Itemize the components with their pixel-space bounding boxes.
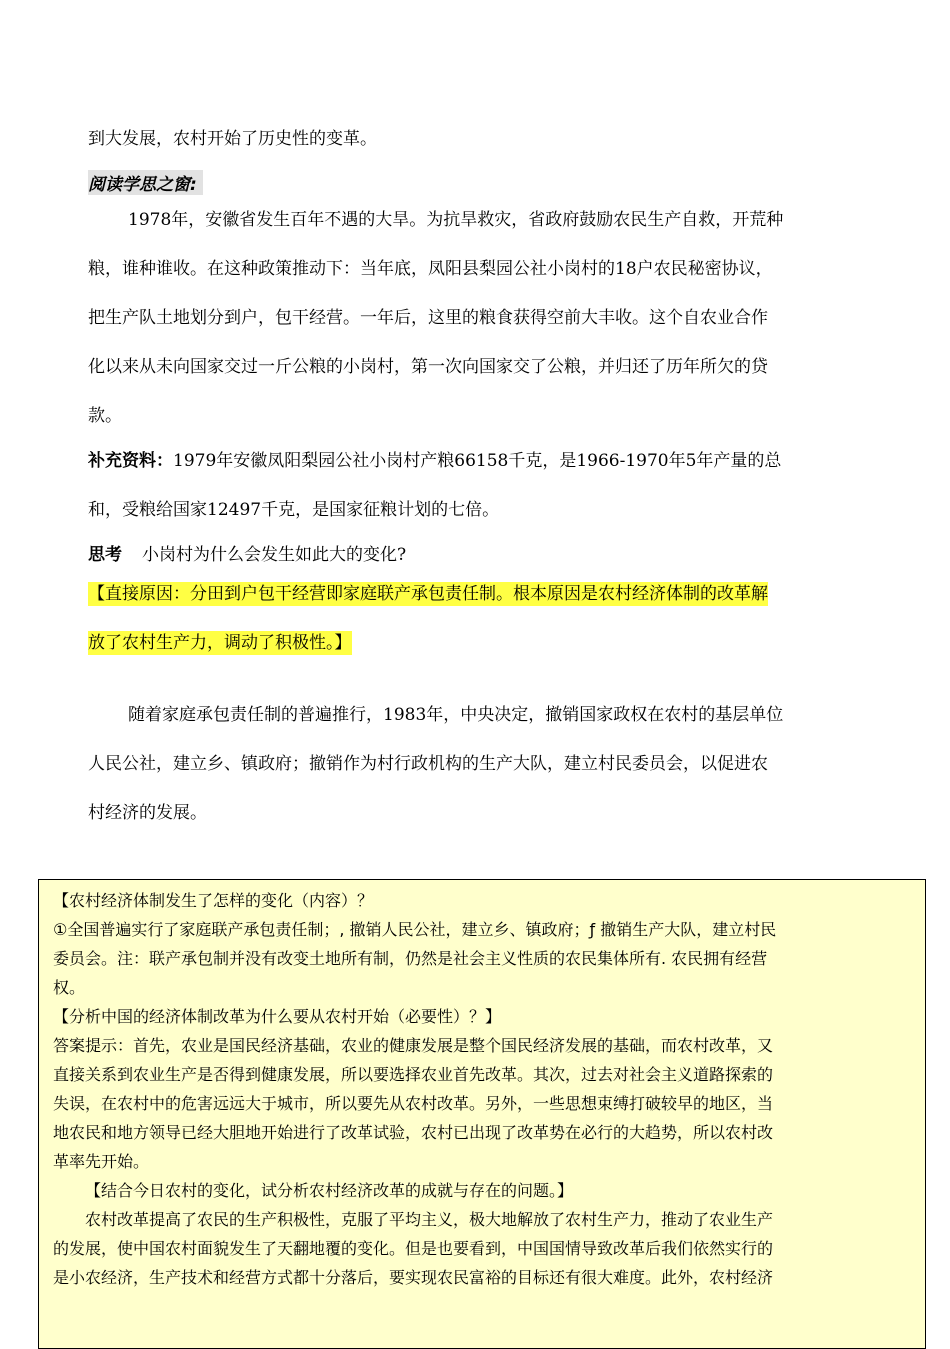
reading-window-text (88, 196, 868, 441)
reading-line: 1978年，安徽省发生百年不遇的大旱。为抗旱救灾，省政府鼓励农民生产自救，开荒种 (128, 210, 784, 230)
reading-line: 把生产队土地划分到户，包干经营。一年后，这里的粮食获得空前大丰收。这个自农业合作 (88, 308, 768, 328)
supplement-label: 补充资料： (88, 451, 173, 471)
summary-line: 委员会。注：联产承包制并没有改变土地所有制，仍然是社会主义性质的农民集体所有. 农民拥有经营 (53, 949, 768, 968)
summary-line: 的发展，使中国农村面貌发生了天翻地覆的变化。但是也要看到，中国国情导致改革后我们依然实行的 (53, 1239, 774, 1258)
closing-line: 随着家庭承包责任制的普遍推行，1983年，中央决定，撤销国家政权在农村的基层单位 (128, 705, 784, 725)
closing-line: 村经济的发展。 (88, 803, 207, 823)
reading-line: 化以来从未向国家交过一斤公粮的小岗村，第一次向国家交了公粮，并归还了历年所欠的贷 (88, 357, 768, 377)
think-label: 思考 (88, 545, 122, 565)
summary-line: 地农民和地方领导已经大胆地开始进行了改革试验，农村已出现了改革势在必行的大趋势，所以农村改 (53, 1123, 774, 1142)
summary-line: 农村改革提高了农民的生产积极性，克服了平均主义，极大地解放了农村生产力，推动了农业生产 (85, 1210, 774, 1229)
summary-line: 【分析中国的经济体制改革为什么要从农村开始（必要性）？】 (53, 1007, 502, 1026)
highlighted-answer: 【直接原因：分田到户包干经营即家庭联产承包责任制。根本原因是农村经济体制的改革解 (88, 584, 768, 604)
summary-line: 是小农经济，生产技术和经营方式都十分落后，要实现农民富裕的目标还有很大难度。此外，农村经济 (53, 1268, 774, 1287)
reading-line: 粮，谁种谁收。在这种政策推动下：当年底，凤阳县梨园公社小岗村的18户农民秘密协议， (88, 259, 773, 279)
summary-line: 【农村经济体制发生了怎样的变化（内容）？ (53, 891, 374, 910)
supplement-section (88, 437, 868, 535)
think-section (88, 540, 868, 565)
summary-question: 【结合今日农村的变化，试分析农村经济改革的成就与存在的问题。】 (85, 1181, 574, 1200)
highlighted-answer: 放了农村生产力，调动了积极性。】 (88, 633, 352, 653)
reading-line: 款。 (88, 406, 122, 426)
summary-line: 失误，在农村中的危害远远大于城市，所以要先从农村改革。另外，一些思想束缚打破较早的地区，当 (53, 1094, 774, 1113)
reading-window-heading: 阅读学思之窗: (88, 170, 203, 195)
answer-highlight (88, 570, 868, 668)
summary-line: ①全国普遍实行了家庭联产承包责任制；, 撤销人民公社，建立乡、镇政府；ƒ 撤销生产大队，建立村民 (53, 920, 777, 939)
summary-box (38, 879, 926, 1349)
supplement-text: 1979年安徽凤阳梨园公社小岗村产粮66158千克，是1966-1970年5年产量的总 (173, 451, 782, 471)
summary-line: 革率先开始。 (53, 1152, 150, 1171)
summary-line: 权。 (53, 978, 86, 997)
think-question: 小岗村为什么会发生如此大的变化? (142, 545, 407, 565)
summary-line: 直接关系到农业生产是否得到健康发展，所以要选择农业首先改革。其次，过去对社会主义道路探索的 (53, 1065, 774, 1084)
summary-line: 答案提示：首先，农业是国民经济基础，农业的健康发展是整个国民经济发展的基础，而农村改革，又 (53, 1036, 774, 1055)
supplement-text: 和，受粮给国家12497千克，是国家征粮计划的七倍。 (88, 500, 500, 520)
intro-tail: 到大发展，农村开始了历史性的变革。 (88, 129, 377, 149)
closing-line: 人民公社，建立乡、镇政府；撤销作为村行政机构的生产大队，建立村民委员会，以促进农 (88, 754, 768, 774)
closing-paragraph (88, 691, 868, 838)
